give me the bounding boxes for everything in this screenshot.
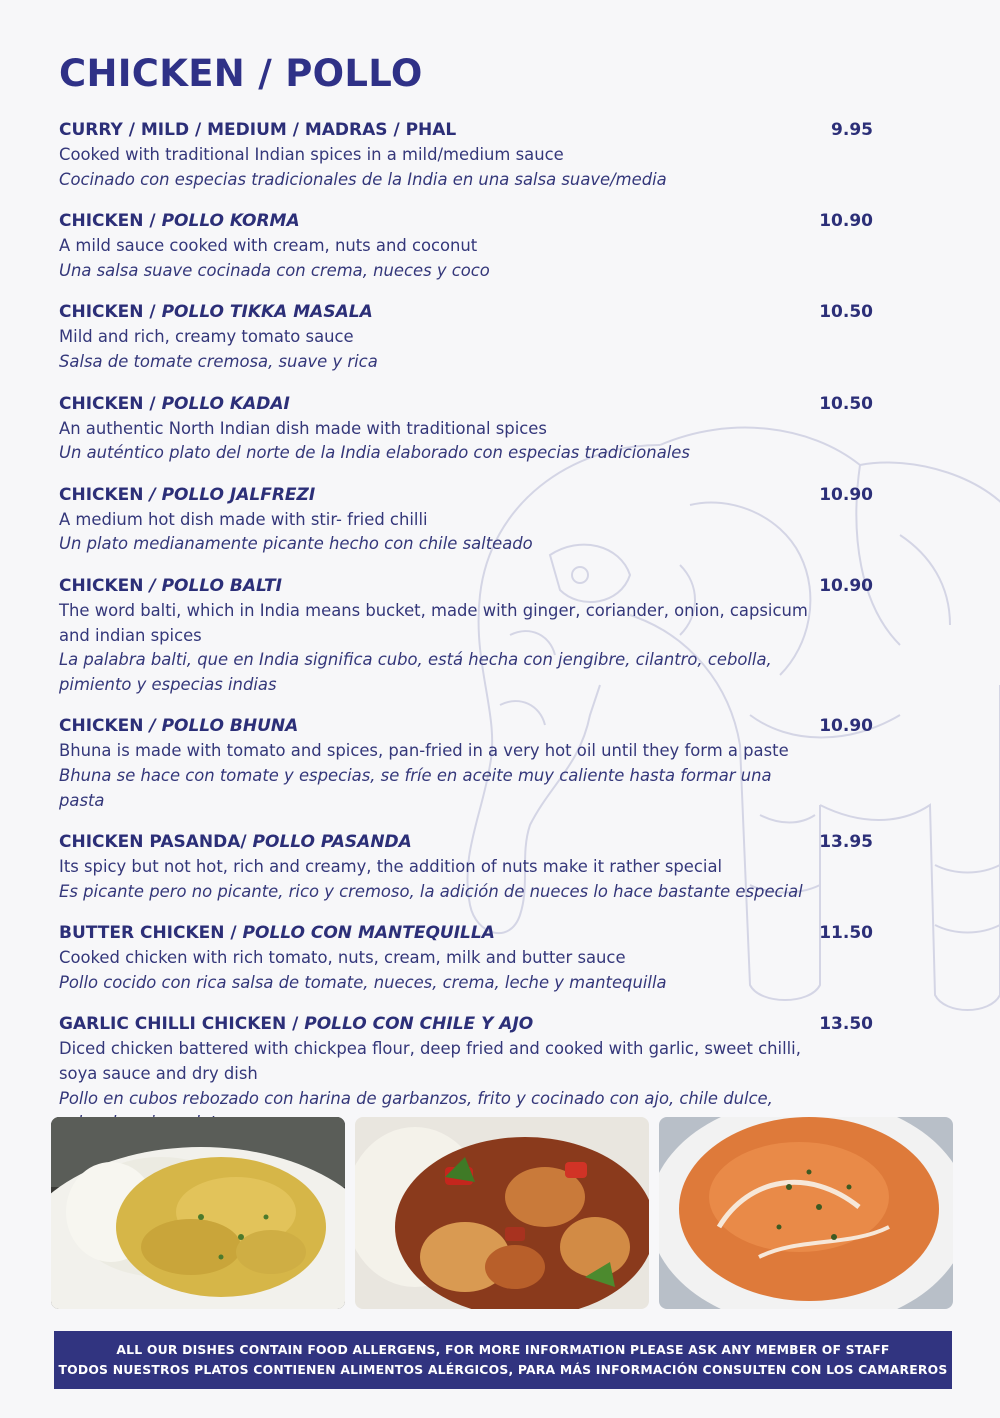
item-name-es: POLLO PASANDA: [252, 832, 412, 853]
allergen-notice-en: ALL OUR DISHES CONTAIN FOOD ALLERGENS, FOR MORE INFORMATION PLEASE ASK ANY MEMBER OF STAFF: [116, 1342, 890, 1357]
item-price: 10.90: [819, 716, 873, 737]
item-price: 13.95: [819, 832, 873, 853]
item-description-es: Un plato medianamente picante hecho con chile salteado: [59, 534, 533, 554]
item-name-en: CHICKEN: [59, 484, 150, 505]
item-name-en: CHICKEN /: [59, 393, 162, 414]
chilli-chicken-photo: [355, 1117, 649, 1309]
item-description-es: Pollo cocido con rica salsa de tomate, nueces, crema, leche y mantequilla: [59, 972, 667, 992]
item-description-es: Una salsa suave cocinada con crema, nueces y coco: [59, 260, 490, 280]
item-description-en: Cooked chicken with rich tomato, nuts, cream, milk and butter sauce: [59, 948, 626, 968]
item-description-en: Cooked with traditional Indian spices in a mild/medium sauce: [59, 145, 564, 164]
item-name-en: BUTTER CHICKEN /: [59, 923, 243, 944]
menu-item: [59, 392, 879, 466]
item-name-es: POLLO CON MANTEQUILLA: [242, 923, 495, 944]
item-description-es: Salsa de tomate cremosa, suave y rica: [59, 351, 378, 371]
photo-strip: [51, 1117, 953, 1309]
page-title: CHICKEN / POLLO: [59, 52, 423, 95]
item-name-es: / POLLO BALTI: [149, 575, 282, 596]
item-name-en: CHICKEN: [59, 716, 150, 737]
item-name-en: CHICKEN /: [59, 302, 162, 323]
item-name-en: CHICKEN: [59, 575, 150, 596]
item-name: [59, 392, 879, 417]
item-description-es: La palabra balti, que en India significa cubo, está hecha con jengibre, cilantro, cebolla, pimiento y especias indias: [59, 650, 772, 694]
item-price: 10.90: [819, 484, 873, 505]
item-name: [59, 300, 879, 325]
item-price: 9.95: [831, 120, 873, 140]
item-description-es: Pollo en cubos rebozado con harina de garbanzos, frito y cocinado con ajo, chile dulce,: [59, 1088, 773, 1108]
item-name: [59, 574, 879, 599]
menu-item: [59, 574, 879, 697]
item-description-en: Its spicy but not hot, rich and creamy, the addition of nuts make it rather special: [59, 857, 723, 877]
menu-item: [59, 830, 879, 904]
item-description-en: Mild and rich, creamy tomato sauce: [59, 327, 354, 347]
item-price: 13.50: [819, 1014, 873, 1035]
item-description-en: A medium hot dish made with stir- fried chilli: [59, 509, 428, 529]
item-price: 10.90: [819, 575, 873, 596]
menu-item: [59, 300, 879, 374]
item-description-es: Un auténtico plato del norte de la India elaborado con especias tradicionales: [59, 443, 690, 463]
item-price: 10.50: [819, 393, 873, 414]
allergen-notice-es: TODOS NUESTROS PLATOS CONTIENEN ALIMENTOS ALÉRGICOS, PARA MÁS INFORMACIÓN CONSULTEN CON LOS CAMAREROS: [58, 1362, 948, 1377]
item-description-en: Bhuna is made with tomato and spices, pan-fried in a very hot oil until they form a paste: [59, 741, 789, 761]
item-name-es: POLLO KADAI: [161, 393, 290, 414]
item-name-en: CHICKEN PASANDA/: [59, 832, 253, 853]
menu-item: [59, 118, 879, 192]
butter-chicken-photo: [659, 1117, 953, 1309]
menu-item: [59, 209, 879, 283]
item-price: 10.50: [819, 302, 873, 323]
item-name: [59, 714, 879, 739]
item-name: [59, 830, 879, 855]
item-description-en: Diced chicken battered with chickpea flour, deep fried and cooked with garlic, sweet chilli, soya sauce and dry dish: [59, 1039, 801, 1084]
item-name: [59, 209, 879, 234]
menu-item-list: [59, 118, 879, 1153]
item-description-en: The word balti, which in India means bucket, made with ginger, coriander, onion, capsicum and indian spices: [59, 600, 808, 645]
menu-item: [59, 483, 879, 557]
item-name-en: GARLIC CHILLI CHICKEN /: [59, 1014, 305, 1035]
item-name-es: POLLO CON CHILE Y AJO: [304, 1014, 534, 1035]
item-price: 10.90: [819, 211, 873, 232]
item-description-es: Cocinado con especias tradicionales de la India en una salsa suave/media: [59, 169, 667, 189]
item-name: [59, 483, 879, 508]
item-name: [59, 1012, 879, 1037]
item-name-es: / POLLO JALFREZI: [149, 484, 316, 505]
korma-curry-photo: [51, 1117, 345, 1309]
menu-item: [59, 714, 879, 813]
item-description-es: Es picante pero no picante, rico y cremoso, la adición de nueces lo hace bastante especial: [59, 881, 803, 901]
item-description-es: Bhuna se hace con tomate y especias, se fríe en aceite muy caliente hasta formar una pasta: [59, 765, 772, 810]
item-name: [59, 921, 879, 946]
menu-item: [59, 921, 879, 995]
item-name-en: CURRY / MILD / MEDIUM / MADRAS / PHAL: [59, 120, 457, 140]
item-name: [59, 118, 879, 143]
item-name-es: POLLO KORMA: [161, 211, 300, 232]
item-name-es: POLLO TIKKA MASALA: [161, 302, 373, 323]
item-price: 11.50: [819, 923, 873, 944]
item-description-en: An authentic North Indian dish made with traditional spices: [59, 418, 547, 438]
item-description-en: A mild sauce cooked with cream, nuts and coconut: [59, 236, 478, 256]
item-name-es: / POLLO BHUNA: [149, 716, 299, 737]
allergen-notice-banner: [54, 1331, 952, 1389]
item-name-en: CHICKEN /: [59, 211, 162, 232]
